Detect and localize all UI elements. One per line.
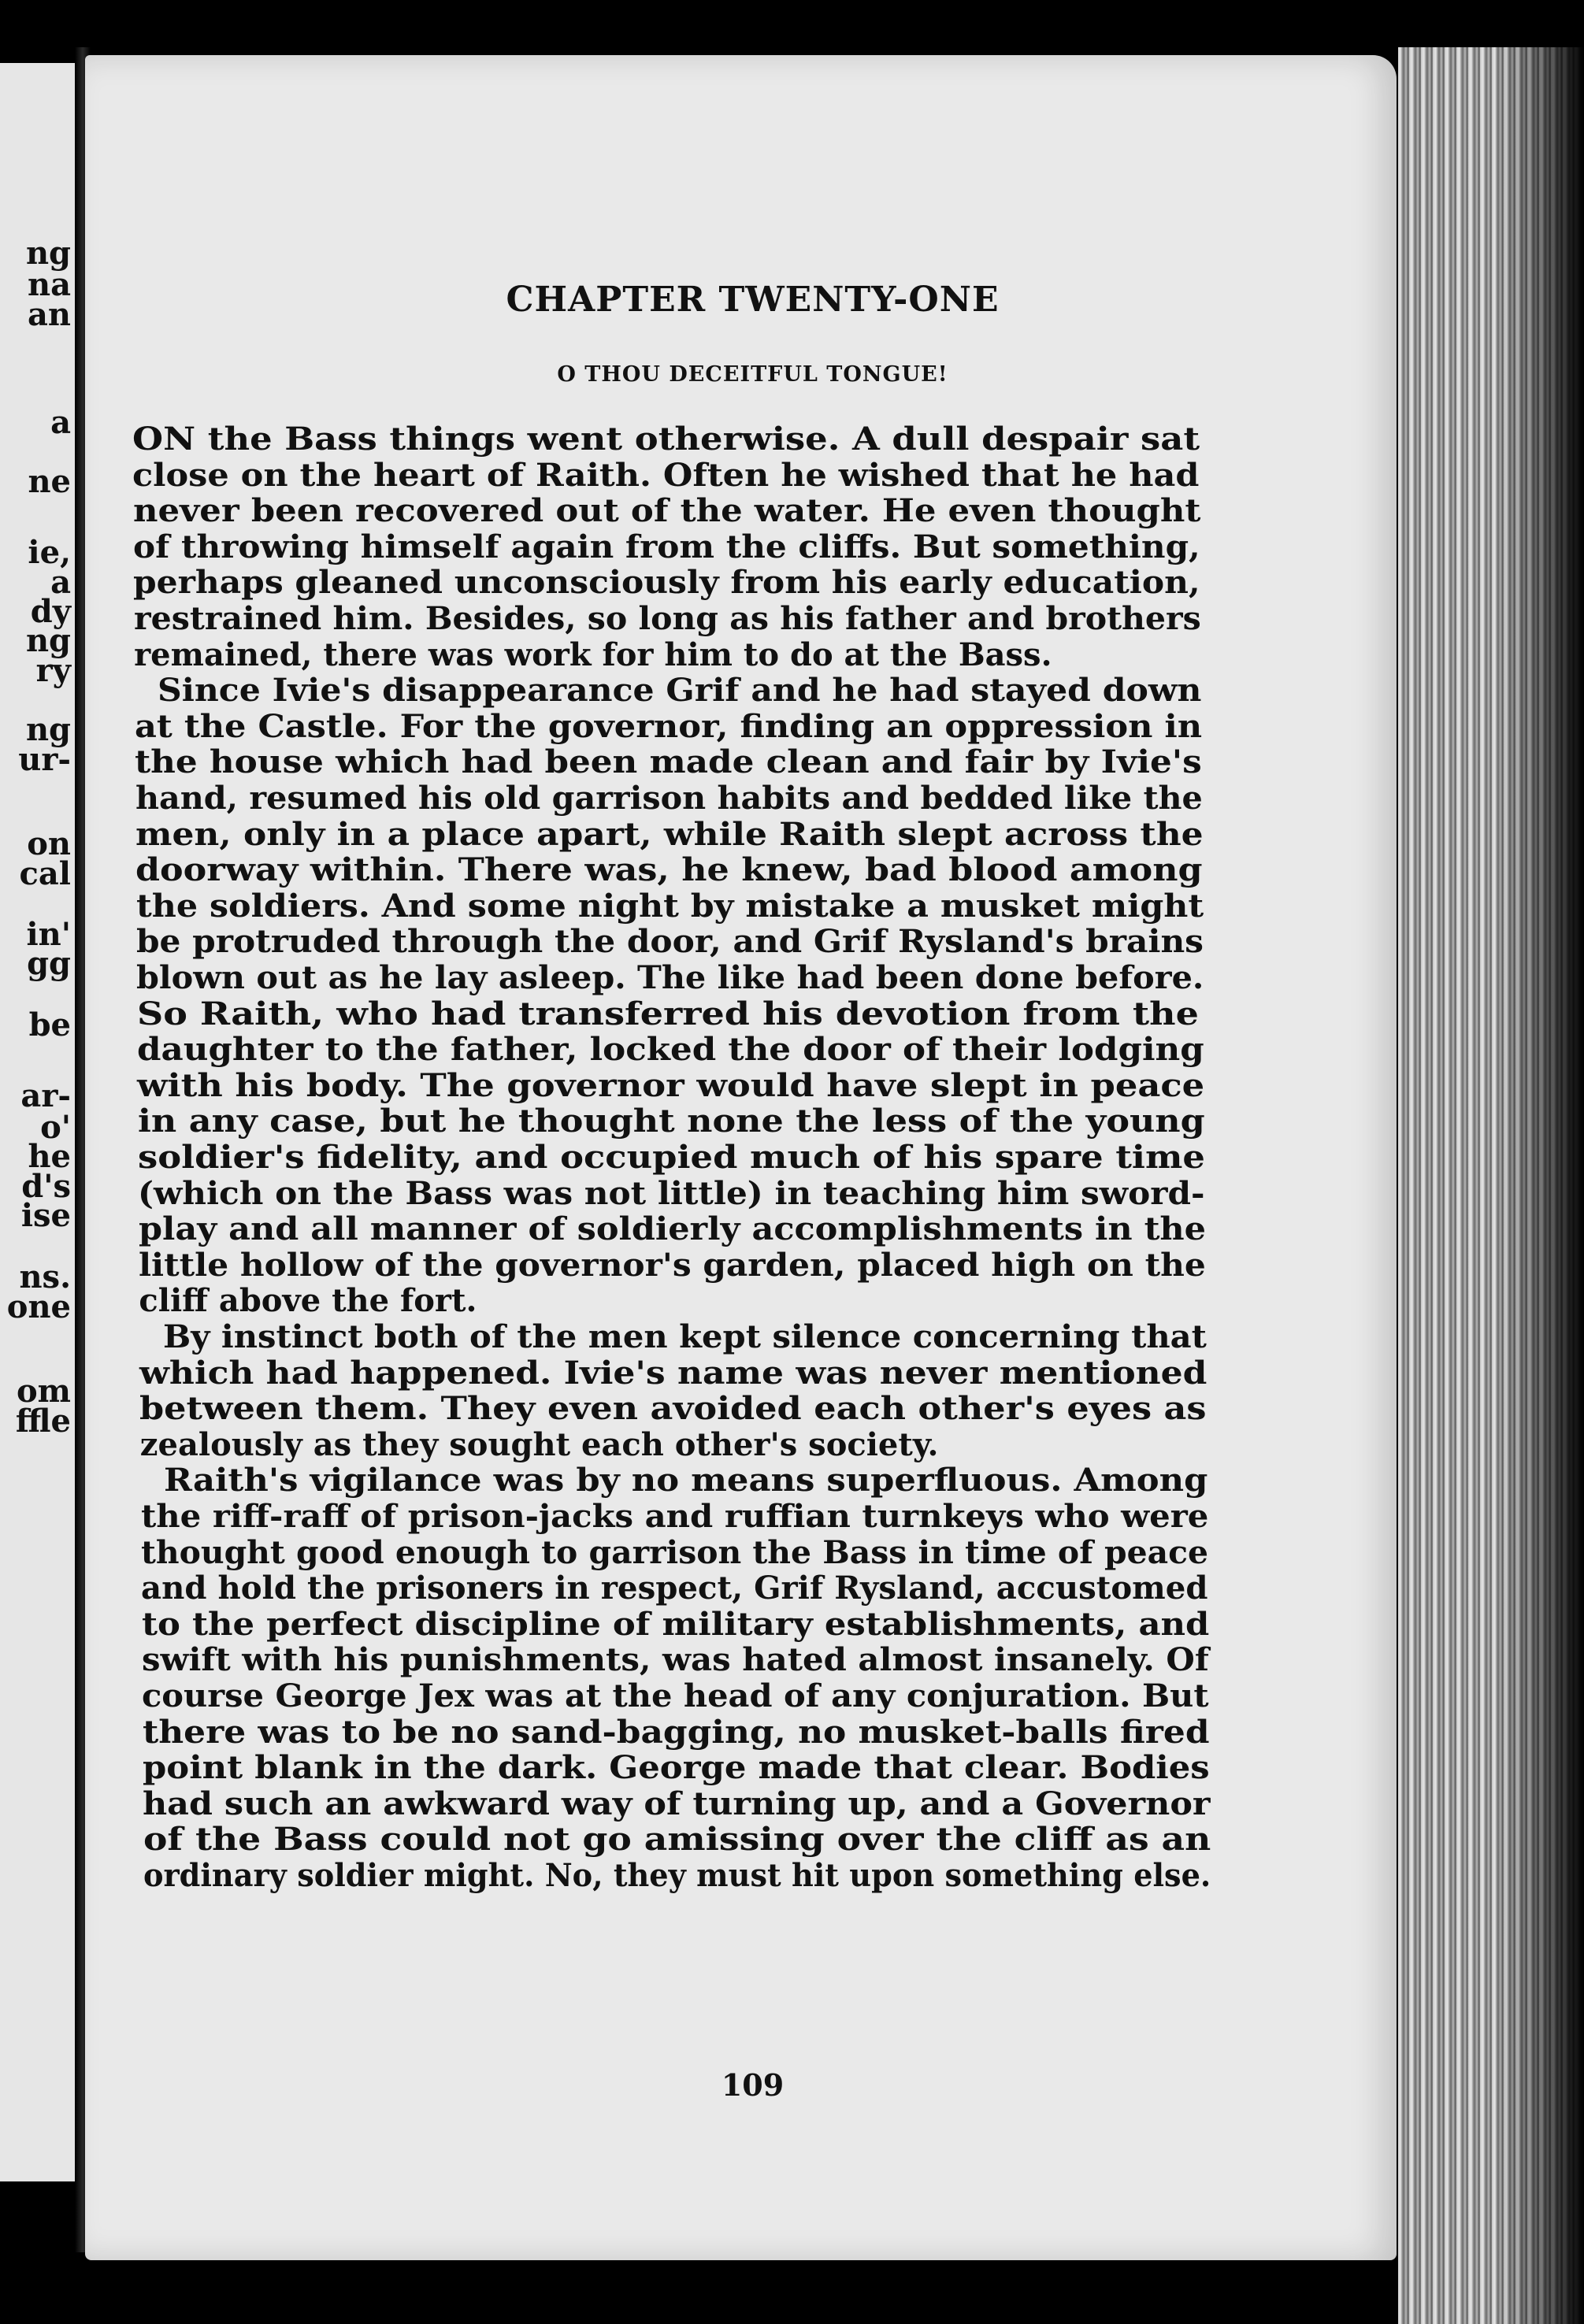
prev-page-fragment: d's (21, 1168, 71, 1205)
text-line: cliff above the fort. (139, 1282, 477, 1320)
prev-page-fragment: ur- (18, 741, 71, 778)
text-line: with his body. The governor would have slept in peace (137, 1066, 1205, 1104)
prev-page-fragment: na (28, 266, 71, 303)
prev-page-fragment: ns. (19, 1258, 71, 1295)
prev-page-fragment: he (28, 1138, 71, 1175)
previous-page-edge (0, 63, 80, 2181)
text-line: the soldiers. And some night by mistake a musket might (135, 887, 1204, 925)
prev-page-fragment: one (6, 1288, 71, 1325)
prev-page-fragment: ie, (28, 534, 71, 571)
prev-page-fragment: ng (25, 235, 71, 272)
text-line: zealously as they sought each other's society. (139, 1425, 939, 1463)
prev-page-fragment: an (28, 296, 71, 333)
prev-page-fragment: cal (19, 855, 71, 892)
text-line: close on the heart of Raith. Often he wished that he had (132, 456, 1200, 494)
text-line: be protruded through the door, and Grif Rysland's brains (135, 923, 1204, 961)
text-line: So Raith, who had transferred his devotion from the (136, 995, 1199, 1032)
text-line: blown out as he lay asleep. The like had been done before. (136, 959, 1204, 996)
text-line: (which on the Bass was not little) in teaching him sword- (138, 1174, 1205, 1212)
prev-page-fragment: ng (25, 622, 71, 659)
prev-page-fragment: om (16, 1373, 71, 1410)
prev-page-fragment: ise (20, 1197, 71, 1234)
prev-page-fragment: be (28, 1006, 71, 1043)
text-line: of the Bass could not go amissing over the cliff as an (143, 1821, 1211, 1859)
chapter-subtitle: O THOU DECEITFUL TONGUE! (557, 362, 948, 387)
prev-page-fragment: ffle (15, 1403, 71, 1440)
text-line: remained, there was work for him to do at the Bass. (134, 636, 1052, 673)
text-line: never been recovered out of the water. He even thought (132, 492, 1201, 530)
text-line: thought good enough to garrison the Bass in time of peace (140, 1533, 1208, 1571)
text-line: the riff-raff of prison-jacks and ruffian turnkeys who were (140, 1498, 1208, 1535)
text-line: men, only in a place apart, while Raith slept across the (135, 815, 1204, 853)
page-number: 109 (721, 2067, 785, 2103)
text-line: which had happened. Ivie's name was never mentioned (139, 1354, 1207, 1392)
page (85, 55, 1397, 2260)
text-line: daughter to the father, locked the door of their lodging (136, 1031, 1204, 1069)
text-line: the house which had been made clean and fair by Ivie's (135, 743, 1202, 781)
text-line: at the Castle. For the governor, finding an oppression in (134, 707, 1202, 745)
text-line: to the perfect discipline of military establishments, and (141, 1605, 1209, 1643)
prev-page-fragment: on (27, 825, 71, 862)
text-line: ON the Bass things went otherwise. A dull despair sat (132, 421, 1200, 458)
text-line: restrained him. Besides, so long as his father and brothers (133, 600, 1201, 637)
chapter-title: CHAPTER TWENTY-ONE (506, 280, 1000, 320)
prev-page-fragment: ng (25, 711, 71, 748)
text-line: course George Jex was at the head of any conjuration. But (142, 1677, 1209, 1714)
text-line: doorway within. There was, he knew, bad blood among (135, 851, 1203, 889)
text-line: little hollow of the governor's garden, placed high on the (139, 1246, 1206, 1284)
text-line: point blank in the dark. George made that clear. Bodies (142, 1749, 1210, 1787)
text-line: Since Ivie's disappearance Grif and he had stayed down (158, 672, 1202, 710)
prev-page-fragment: ar- (20, 1077, 71, 1114)
text-line: By instinct both of the men kept silence concerning that (162, 1318, 1207, 1355)
prev-page-fragment: a (50, 564, 71, 601)
text-line: had such an awkward way of turning up, and a Governor (143, 1785, 1211, 1822)
prev-page-fragment: dy (30, 593, 71, 630)
text-line: swift with his punishments, was hated almost insanely. Of (141, 1641, 1209, 1679)
text-line: perhaps gleaned unconsciously from his early education, (133, 564, 1201, 602)
text-line: Raith's vigilance was by no means superfluous. Among (164, 1462, 1208, 1499)
text-line: hand, resumed his old garrison habits and bedded like the (135, 780, 1203, 817)
text-line: between them. They even avoided each other's eyes as (139, 1390, 1207, 1428)
text-line: and hold the prisoners in respect, Grif Rysland, accustomed (141, 1570, 1208, 1607)
prev-page-fragment: o' (40, 1109, 71, 1146)
prev-page-fragment: a (50, 404, 71, 441)
prev-page-fragment: ry (35, 652, 71, 689)
text-line: of throwing himself again from the cliffs. But something, (133, 528, 1200, 565)
text-line: play and all manner of soldierly accomplishments in the (138, 1210, 1206, 1248)
edge-shadow (1497, 47, 1584, 2324)
text-line: soldier's fidelity, and occupied much of his spare time (138, 1139, 1205, 1176)
text-line: ordinary soldier might. No, they must hit upon something else. (143, 1857, 1211, 1894)
prev-page-fragment: in' (26, 916, 71, 953)
prev-page-fragment: ne (28, 463, 71, 500)
text-block (85, 55, 1397, 2260)
prev-page-fragment: gg (27, 945, 71, 982)
text-line: in any case, but he thought none the less of the young (137, 1103, 1205, 1140)
text-line: there was to be no sand-bagging, no musket-balls fired (142, 1713, 1210, 1751)
